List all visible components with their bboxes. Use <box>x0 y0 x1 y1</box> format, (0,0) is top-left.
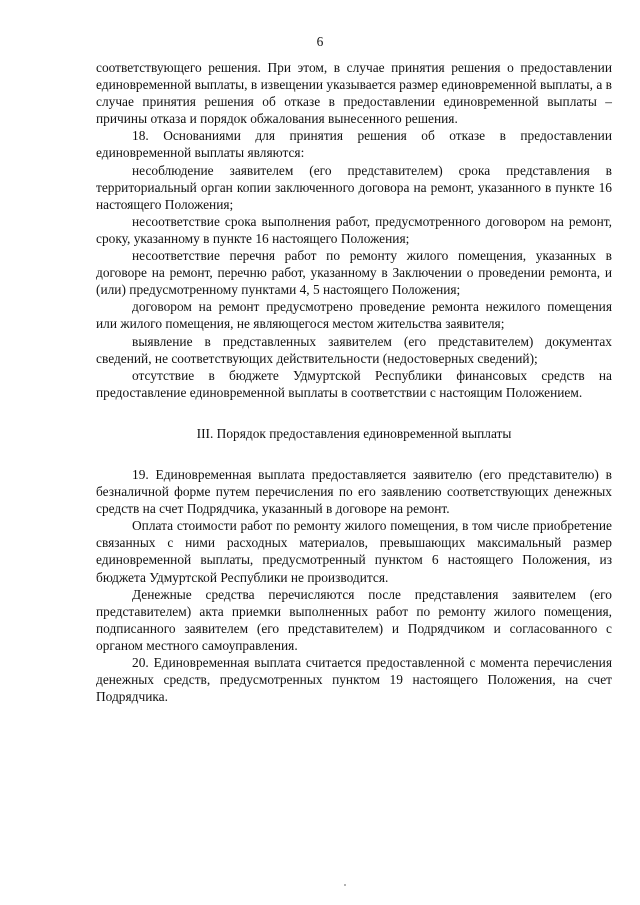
paragraph: отсутствие в бюджете Удмуртской Республики финансовых средств на предоставление единовременной выплаты в соответствии с настоящим Положением. <box>96 367 612 400</box>
page-number: 6 <box>316 34 324 49</box>
section-text-top <box>96 59 612 401</box>
scan-speck <box>344 884 346 886</box>
paragraph: несоответствие срока выполнения работ, предусмотренного договором на ремонт, сроку, указанному в пункте 16 настоящего Положения; <box>96 213 612 246</box>
section-heading: III. Порядок предоставления единовременной выплаты <box>196 425 512 441</box>
paragraph: несоблюдение заявителем (его представителем) срока представления в территориальный орган копии заключенного договора на ремонт, указанного в пункте 16 настоящего Положения; <box>96 162 612 212</box>
paragraph: 18. Основаниями для принятия решения об отказе в предоставлении единовременной выплаты являются: <box>96 128 612 161</box>
paragraph: Денежные средства перечисляются после представления заявителем (его представителем) акта приемки выполненных работ по ремонту жилого помещения, подписанного заявителем (его представителем) и Подрядчиком и согласованного с органом местного самоуправления. <box>96 586 612 653</box>
paragraph: договором на ремонт предусмотрено проведение ремонта нежилого помещения или жилого помещения, не являющегося местом жительства заявителя; <box>96 299 612 332</box>
paragraph: Оплата стоимости работ по ремонту жилого помещения, в том числе приобретение связанных с ними расходных материалов, превышающих максимальный размер единовременной выплаты, предусмотренный пунктом 6 настоящего Положения, из бюджета Удмуртской Республики не производится. <box>96 518 612 585</box>
document-body <box>96 59 612 705</box>
section-text-bottom <box>96 466 612 705</box>
paragraph: 19. Единовременная выплата предоставляется заявителю (его представителю) в безналичной форме путем перечисления по его заявлению соответствующих денежных средств на счет Подрядчика, указанный в договоре на ремонт. <box>96 466 612 517</box>
paragraph: несоответствие перечня работ по ремонту жилого помещения, указанных в договоре на ремонт, перечню работ, указанному в Заключении о проведении ремонта, и (или) предусмотренному пунктами 4, 5 настоящего Положения; <box>96 248 612 298</box>
paragraph: выявление в представленных заявителем (его представителем) документах сведений, не соответствующих действительности (недостоверных сведений); <box>96 333 612 366</box>
paragraph: 20. Единовременная выплата считается предоставленной с момента перечисления денежных средств, предусмотренных пунктом 19 настоящего Положения, на счет Подрядчика. <box>96 655 612 705</box>
paragraph: соответствующего решения. При этом, в случае принятия решения о предоставлении единовременной выплаты, в извещении указывается размер единовременной выплаты, а в случае принятия решения об отказе в предоставлении единовременной выплаты – причины отказа и порядок обжалования вынесенного решения. <box>96 60 612 127</box>
